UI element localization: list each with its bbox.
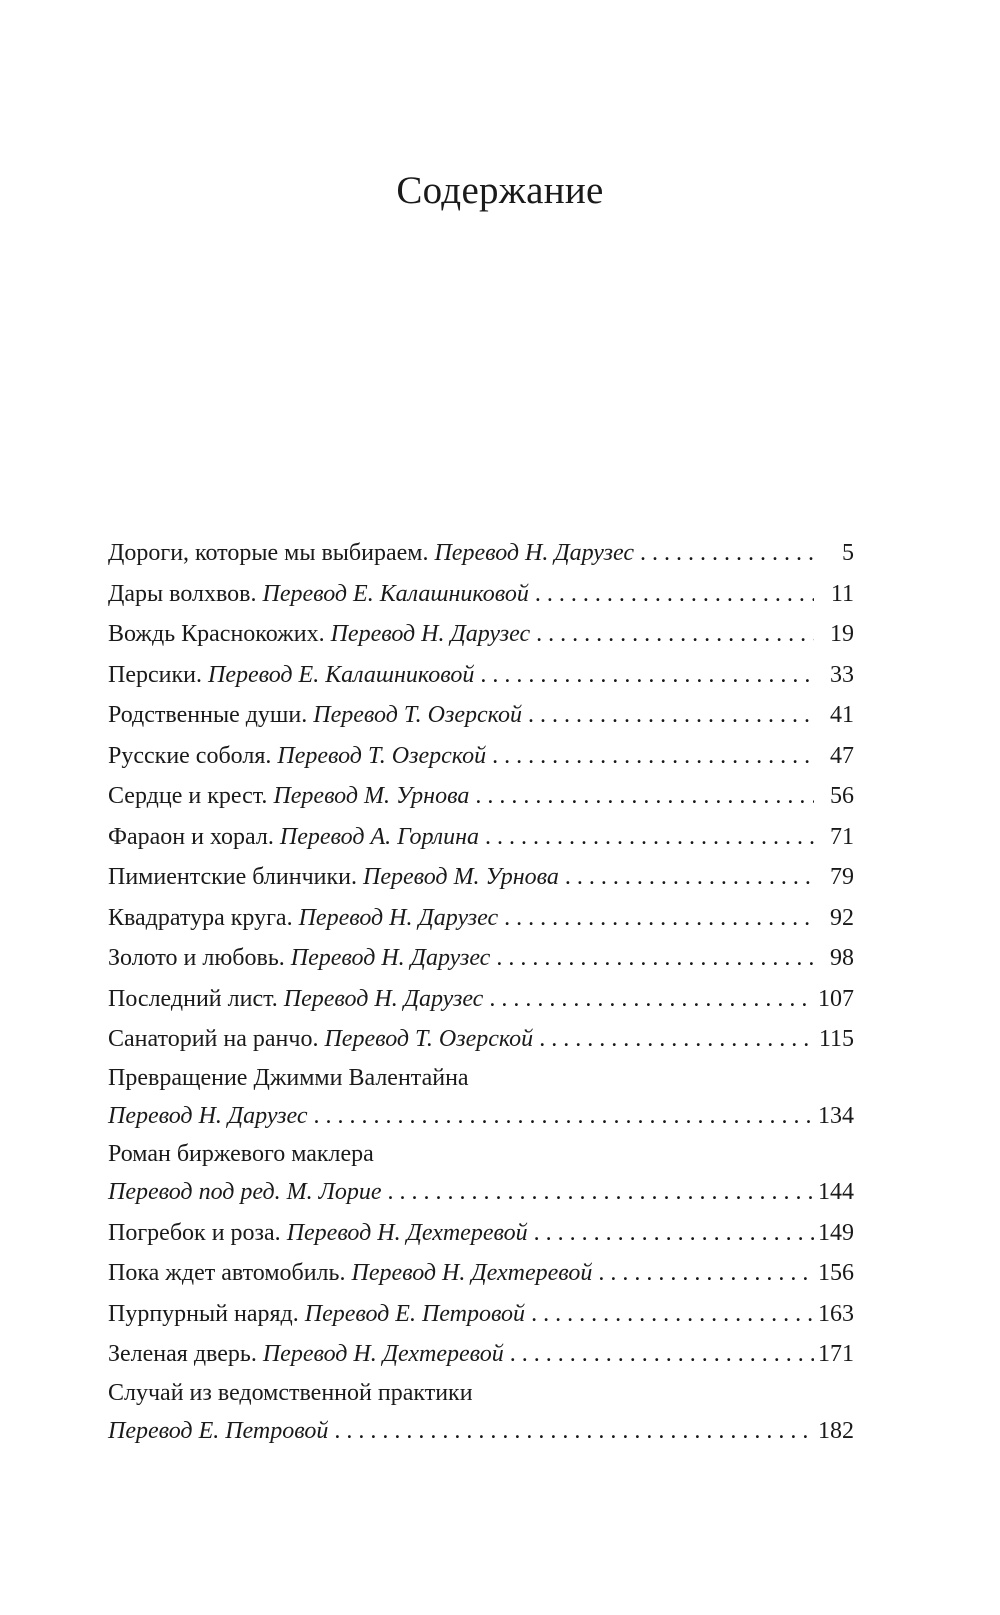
toc-entry-translator: Перевод М. Урнова (273, 783, 470, 809)
toc-entry-translator: Перевод Н. Дарузес (283, 985, 484, 1012)
toc-entry-translator: Перевод Т. Озерской (324, 1026, 534, 1052)
dot-leader (308, 1096, 814, 1137)
toc-entry-page: 11 (830, 580, 854, 607)
toc-entry-translator: Перевод Н. Дехтеревой (262, 1341, 504, 1367)
dot-leader (486, 736, 814, 777)
toc-entry[interactable] (108, 736, 854, 777)
toc-entry[interactable] (108, 1334, 854, 1375)
toc-entry[interactable] (108, 574, 854, 615)
toc-entry-translator: Перевод Е. Калашниковой (262, 580, 529, 607)
toc-entry-page: 144 (818, 1179, 854, 1205)
toc-entry-page: 79 (830, 864, 854, 890)
table-of-contents (108, 533, 854, 1451)
toc-entry-title: Вождь Краснокожих. (108, 621, 325, 647)
dot-leader (529, 574, 814, 615)
toc-entry-page: 33 (830, 661, 854, 688)
toc-entry-title: Зеленая дверь. (108, 1341, 257, 1367)
toc-entry-page: 107 (818, 985, 854, 1012)
dot-leader (498, 898, 814, 939)
toc-entry-title: Квадратура круга. (108, 904, 293, 931)
toc-entry-title: Русские соболя. (108, 742, 272, 769)
dot-leader (469, 776, 814, 817)
dot-leader (559, 857, 814, 898)
toc-entry-page: 5 (842, 540, 854, 566)
toc-entry-title: Погребок и роза. (108, 1219, 281, 1246)
toc-entry[interactable] (108, 533, 854, 574)
toc-entry-translator: Перевод Т. Озерской (277, 742, 487, 769)
toc-entry-page: 41 (830, 702, 854, 728)
toc-entry[interactable] (108, 614, 854, 655)
dot-leader (479, 817, 814, 858)
dot-leader (328, 1411, 814, 1452)
toc-entry-title: Превращение Джимми Валентайна (108, 1064, 469, 1091)
toc-entry[interactable] (108, 776, 854, 817)
toc-entry-translator: Перевод под ред. М. Лорие (108, 1179, 382, 1205)
toc-entry-page: 98 (830, 945, 854, 971)
toc-entry-title: Фараон и хорал. (108, 823, 274, 850)
dot-leader (522, 695, 814, 736)
toc-entry[interactable] (108, 857, 854, 898)
toc-entry-translator: Перевод А. Горлина (279, 823, 479, 850)
toc-entry-page: 115 (818, 1026, 854, 1052)
toc-entry-page: 171 (818, 1341, 854, 1367)
toc-entry[interactable] (108, 655, 854, 696)
toc-entry-translator: Перевод Е. Петровой (108, 1417, 329, 1444)
toc-entry[interactable] (108, 1375, 854, 1452)
page-title: Содержание (396, 169, 604, 212)
toc-entry[interactable] (108, 979, 854, 1020)
toc-entry-page: 163 (818, 1300, 854, 1327)
dot-leader (525, 1294, 814, 1335)
toc-entry-page: 19 (830, 621, 854, 647)
toc-entry[interactable] (108, 1213, 854, 1254)
toc-entry-title: Дары волхвов. (108, 580, 257, 607)
toc-entry-title: Золото и любовь. (108, 945, 285, 971)
toc-entry-title: Сердце и крест. (108, 783, 268, 809)
toc-entry-page: 149 (818, 1219, 854, 1246)
dot-leader (634, 533, 814, 574)
toc-entry-translator: Перевод М. Урнова (363, 864, 559, 890)
toc-entry[interactable] (108, 1294, 854, 1335)
toc-entry-title: Роман биржевого маклера (108, 1141, 374, 1167)
dot-leader (504, 1334, 814, 1375)
toc-entry[interactable] (108, 1019, 854, 1060)
dot-leader (483, 979, 814, 1020)
toc-entry-translator: Перевод Н. Дехтеревой (286, 1219, 528, 1246)
toc-entry-page: 156 (818, 1260, 854, 1286)
toc-entry-page: 56 (830, 783, 854, 809)
toc-entry-title: Родственные души. (108, 702, 308, 728)
toc-entry-title: Случай из ведомственной практики (108, 1379, 473, 1406)
dot-leader (530, 614, 814, 655)
toc-entry[interactable] (108, 1060, 854, 1137)
toc-entry-translator: Перевод Т. Озерской (313, 702, 522, 728)
dot-leader (381, 1172, 814, 1213)
toc-entry-title: Санаторий на ранчо. (108, 1026, 319, 1052)
toc-entry[interactable] (108, 695, 854, 736)
toc-entry-title: Пимиентские блинчики. (108, 864, 357, 890)
dot-leader (528, 1213, 814, 1254)
toc-entry-title: Пока ждет автомобиль. (108, 1260, 346, 1286)
toc-entry[interactable] (108, 1136, 854, 1213)
dot-leader (474, 655, 814, 696)
toc-entry-page: 71 (830, 823, 854, 850)
toc-entry-title: Последний лист. (108, 985, 278, 1012)
toc-entry-page: 47 (830, 742, 854, 769)
toc-entry-title: Дороги, которые мы выбираем. (108, 540, 429, 566)
toc-entry-title: Пурпурный наряд. (108, 1300, 299, 1327)
toc-entry-page: 92 (830, 904, 854, 931)
toc-entry-translator: Перевод Н. Дарузес (108, 1102, 308, 1129)
toc-entry-page: 134 (818, 1102, 854, 1129)
toc-entry[interactable] (108, 938, 854, 979)
dot-leader (490, 938, 814, 979)
toc-entry-translator: Перевод Н. Дарузес (434, 540, 634, 566)
toc-entry[interactable] (108, 898, 854, 939)
toc-entry-translator: Перевод Н. Дарузес (330, 621, 531, 647)
dot-leader (533, 1019, 814, 1060)
toc-entry-translator: Перевод Н. Дарузес (290, 945, 491, 971)
toc-entry-translator: Перевод Е. Калашниковой (207, 661, 475, 688)
dot-leader (592, 1253, 814, 1294)
toc-entry[interactable] (108, 1253, 854, 1294)
toc-entry-translator: Перевод Н. Дарузес (298, 904, 499, 931)
toc-entry-title: Персики. (108, 661, 202, 688)
toc-entry-translator: Перевод Н. Дехтеревой (351, 1260, 593, 1286)
toc-entry-page: 182 (818, 1417, 854, 1444)
toc-entry[interactable] (108, 817, 854, 858)
toc-entry-translator: Перевод Е. Петровой (304, 1300, 526, 1327)
